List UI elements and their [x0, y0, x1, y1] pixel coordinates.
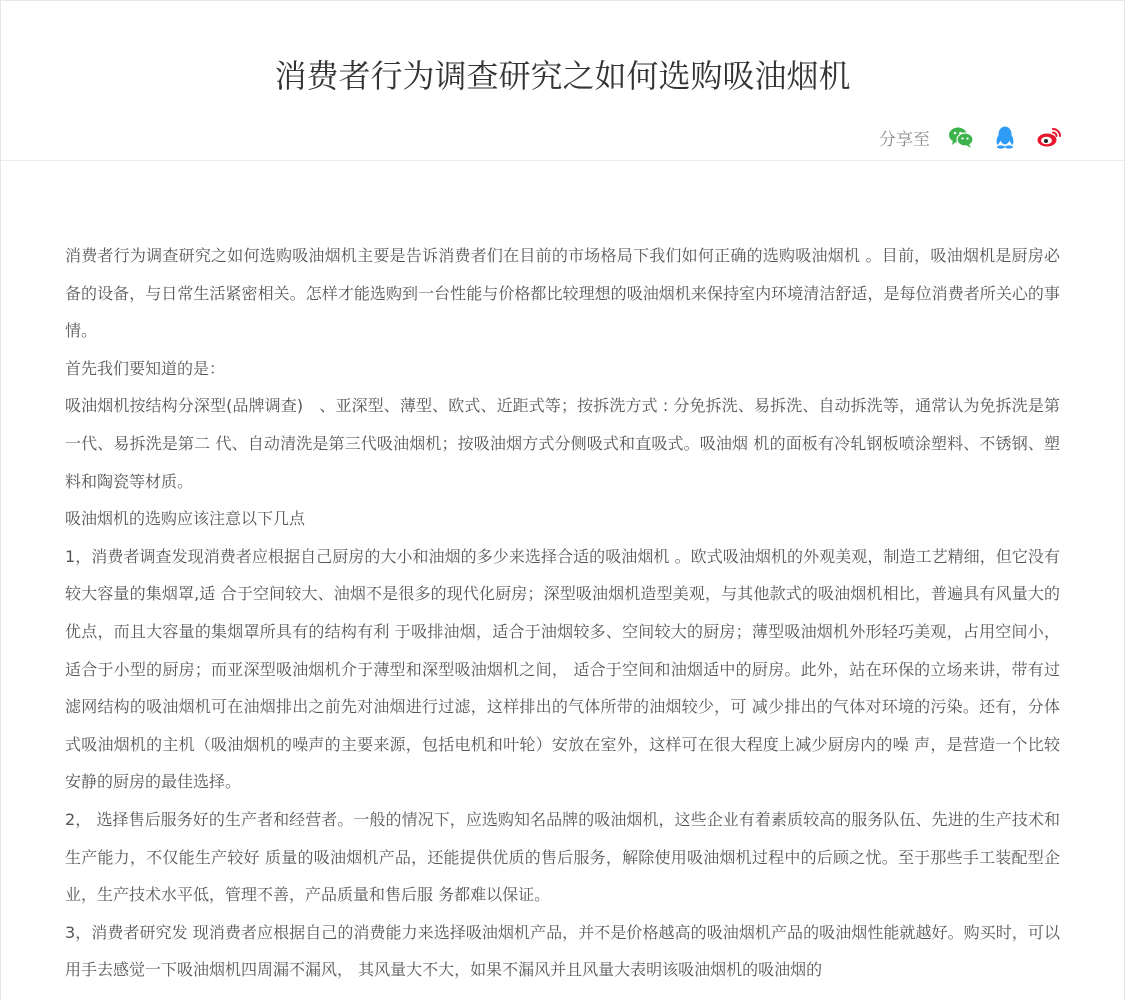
article-paragraph: 3，消费者研究发 现消费者应根据自己的消费能力来选择吸油烟机产品，并不是价格越高的吸油烟机产品的吸油烟性能就越好。购买时，可以用手去感觉一下吸油烟机四周漏不漏风， 其风量大不大，如果不漏风并且风量大表明该吸油烟机的吸油烟的: [65, 922, 1060, 980]
qq-icon[interactable]: [992, 124, 1018, 150]
weibo-icon[interactable]: [1036, 124, 1062, 150]
share-bar: [879, 123, 1062, 151]
article-title: 消费者行为调查研究之如何选购吸油烟机: [274, 57, 851, 95]
article-paragraph: 吸油烟机的选购应该注意以下几点: [65, 509, 306, 529]
article-paragraph: 首先我们要知道的是：: [65, 358, 226, 378]
article-paragraph: 吸油烟机按结构分深型(品牌调查) 、亚深型、薄型、欧式、近距式等；按拆洗方式 : 分免拆洗、易拆洗、自动拆洗等，通常认为免拆洗是第一代、易拆洗是第二 代、自动清洗是第三代吸油烟机；按吸油烟方式分侧吸式和直吸式。吸油烟 机的面板有冷轧钢板喷涂塑料、不锈钢、塑料和陶瓷等材质。: [65, 396, 1060, 491]
share-label: 分享至: [879, 129, 930, 150]
article-header: [1, 1, 1124, 161]
wechat-icon[interactable]: [948, 124, 974, 150]
article-body: [65, 237, 1060, 989]
article-paragraph: 1，消费者调查发现消费者应根据自己厨房的大小和油烟的多少来选择合适的吸油烟机 。欧式吸油烟机的外观美观，制造工艺精细，但它没有较大容量的集烟罩,适 合于空间较大、油烟不是很多的现代化厨房；深型吸油烟机造型美观，与其他款式的吸油烟机相比，普遍具有风量大的优点，而且大容量的集烟罩所具有的结构有利 于吸排油烟，适合于油烟较多、空间较大的厨房；薄型吸油烟机外形轻巧美观，占用空间小，适合于小型的厨房；而亚深型吸油烟机介于薄型和深型吸油烟机之间， 适合于空间和油烟适中的厨房。此外，站在环保的立场来讲，带有过滤网结构的吸油烟机可在油烟排出之前先对油烟进行过滤，这样排出的气体所带的油烟较少，可 减少排出的气体对环境的污染。还有，分体式吸油烟机的主机（吸油烟机的噪声的主要来源，包括电机和叶轮）安放在室外，这样可在很大程度上减少厨房内的噪 声，是营造一个比较安静的厨房的最佳选择。: [65, 546, 1060, 792]
article-paragraph: 消费者行为调查研究之如何选购吸油烟机主要是告诉消费者们在目前的市场格局下我们如何正确的选购吸油烟机 。目前，吸油烟机是厨房必备的设备，与日常生活紧密相关。怎样才能选购到一台性能与价格都比较理想的吸油烟机来保持室内环境清洁舒适，是每位消费者所关心的事情。: [65, 246, 1060, 341]
article-paragraph: 2， 选择售后服务好的生产者和经营者。一般的情况下，应选购知名品牌的吸油烟机，这些企业有着素质较高的服务队伍、先进的生产技术和生产能力，不仅能生产较好 质量的吸油烟机产品，还能提供优质的售后服务，解除使用吸油烟机过程中的后顾之忧。至于那些手工装配型企业，生产技术水平低，管理不善，产品质量和售后服 务都难以保证。: [65, 809, 1060, 905]
